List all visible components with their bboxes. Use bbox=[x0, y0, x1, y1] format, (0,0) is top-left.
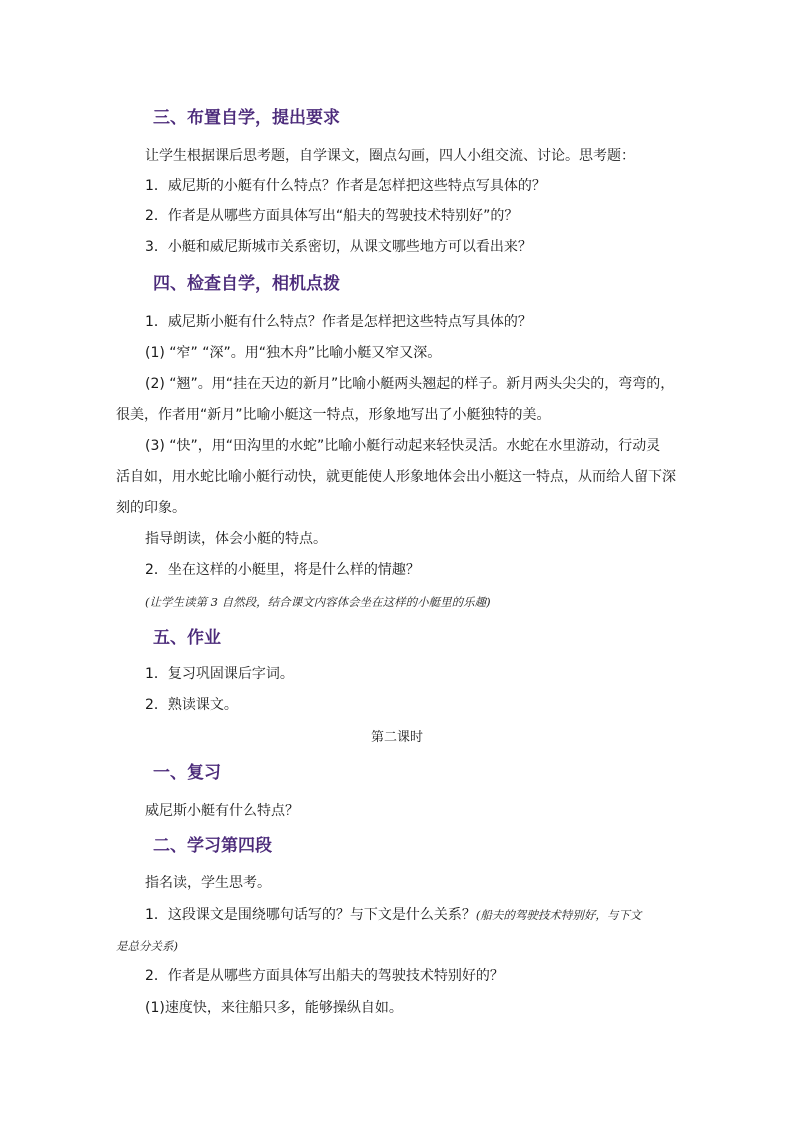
teacher-note: (让学生读第 3 自然段，结合课文内容体会坐在这样的小艇里的乐趣) bbox=[145, 595, 491, 609]
question-item: 1．威尼斯小艇有什么特点？作者是怎样把这些特点写具体的？ bbox=[145, 314, 532, 330]
question-item bbox=[145, 905, 641, 925]
answer-item: (1) “窄” “深”。用“独木舟”比喻小艇又窄又深。 bbox=[145, 345, 442, 361]
answer-item: (2) “翘”。用“挂在天边的新月”比喻小艇两头翘起的样子。新月两头尖尖的，弯弯的， bbox=[145, 376, 675, 392]
section-heading-3: 三、布置自学，提出要求 bbox=[153, 108, 340, 128]
section-heading-4: 四、检查自学，相机点拨 bbox=[153, 274, 340, 294]
question-item: 1．威尼斯的小艇有什么特点？作者是怎样把这些特点写具体的？ bbox=[145, 178, 546, 194]
teacher-note-continuation: 是总分关系) bbox=[116, 939, 178, 953]
homework-item: 2．熟读课文。 bbox=[145, 697, 238, 713]
answer-item-continuation: 活自如，用水蛇比喻小艇行动快，就更能使人形象地体会出小艇这一特点，从而给人留下深 bbox=[116, 469, 676, 485]
paragraph: 威尼斯小艇有什么特点？ bbox=[145, 803, 299, 819]
question-item: 2．坐在这样的小艇里，将是什么样的情趣？ bbox=[145, 562, 420, 578]
answer-item-continuation: 很美，作者用“新月”比喻小艇这一特点，形象地写出了小艇独特的美。 bbox=[116, 407, 551, 423]
lesson-title: 第二课时 bbox=[370, 730, 423, 745]
paragraph: 指名读，学生思考。 bbox=[145, 875, 271, 891]
paragraph: 指导朗读，体会小艇的特点。 bbox=[145, 531, 327, 547]
section-heading-study: 二、学习第四段 bbox=[153, 836, 272, 856]
answer-item: (3) “快”，用“田沟里的水蛇”比喻小艇行动起来轻快灵活。水蛇在水里游动，行动灵 bbox=[145, 438, 661, 454]
answer-item-continuation: 刻的印象。 bbox=[116, 500, 186, 516]
section-heading-review: 一、复习 bbox=[153, 763, 221, 783]
homework-item: 1．复习巩固课后字词。 bbox=[145, 666, 294, 682]
paragraph: 让学生根据课后思考题，自学课文，圈点勾画，四人小组交流、讨论。思考题： bbox=[145, 148, 635, 164]
section-heading-5: 五、作业 bbox=[153, 628, 221, 648]
question-item: 3．小艇和威尼斯城市关系密切，从课文哪些地方可以看出来？ bbox=[145, 239, 532, 255]
question-item: 2．作者是从哪些方面具体写出“船夫的驾驶技术特别好”的？ bbox=[145, 208, 519, 224]
question-text: 1．这段课文是围绕哪句话写的？与下文是什么关系？ bbox=[145, 907, 476, 923]
answer-item: (1)速度快，来往船只多，能够操纵自如。 bbox=[145, 1000, 403, 1016]
question-item: 2．作者是从哪些方面具体写出船夫的驾驶技术特别好的？ bbox=[145, 968, 504, 984]
teacher-note: (船夫的驾驶技术特别好，与下文 bbox=[475, 908, 642, 922]
